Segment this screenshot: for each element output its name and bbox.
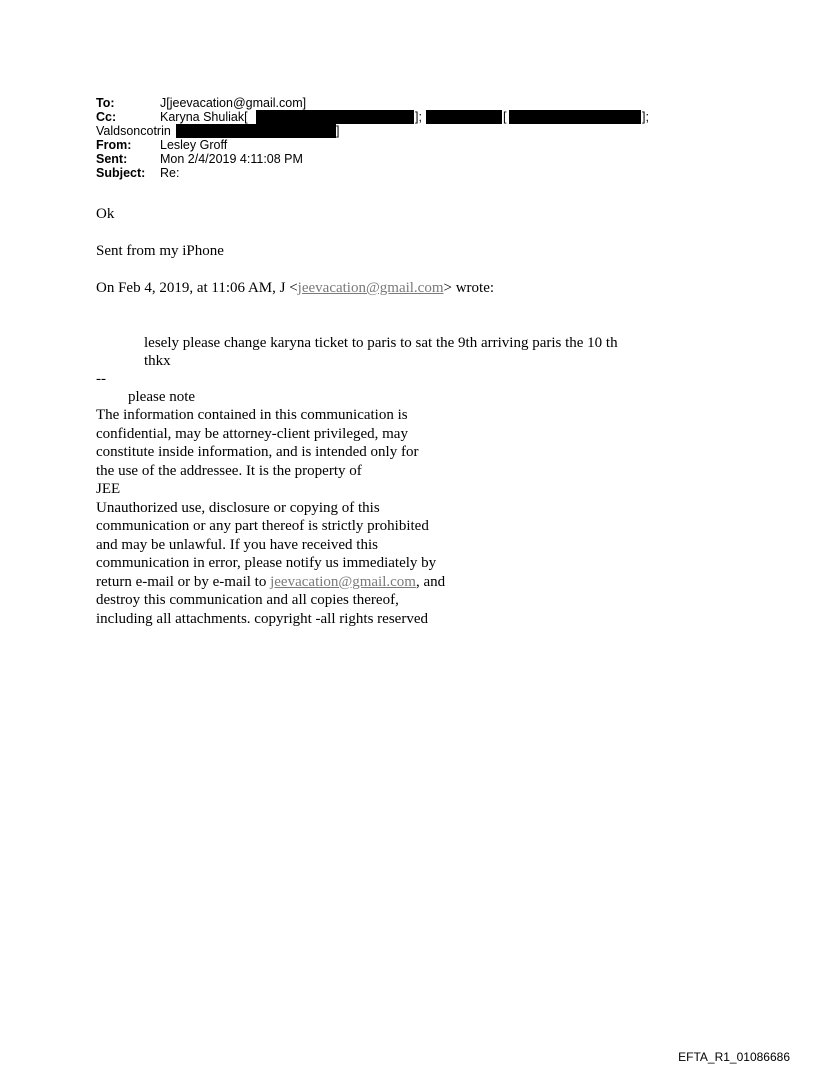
- subject-value: Re:: [160, 166, 180, 180]
- quote-attribution: [96, 279, 494, 297]
- cc-bracket-close: ]: [336, 124, 340, 138]
- signature-dashes: --: [96, 371, 106, 387]
- return-suffix: , and: [415, 573, 446, 590]
- disclaimer-line: and may be unlawful. If you have received this: [96, 536, 378, 553]
- disclaimer-line: constitute inside information, and is intended only for: [96, 444, 419, 460]
- signature-text: Sent from my iPhone: [96, 243, 224, 259]
- disclaimer-line: communication in error, please notify us immediately by: [96, 555, 437, 571]
- disclaimer-line: destroy this communication and all copies thereof,: [96, 592, 399, 608]
- disclaimer-line: the use of the addressee. It is the property of: [96, 462, 362, 479]
- quote-email-link[interactable]: jeevacation@gmail.com: [297, 280, 444, 296]
- disclaimer-return-line: [96, 573, 445, 591]
- from-value: Lesley Groff: [160, 138, 228, 152]
- to-label: To:: [96, 96, 115, 110]
- quote-suffix: > wrote:: [443, 280, 495, 296]
- disclaimer-line: The information contained in this communication is: [96, 407, 408, 423]
- quoted-line-2: thkx: [144, 353, 171, 369]
- cc-name: Karyna Shuliak[: [160, 110, 248, 124]
- reply-text: Ok: [96, 206, 115, 222]
- cc-bracket-open: [: [503, 110, 507, 124]
- redaction-box: [256, 110, 414, 124]
- sent-label: Sent:: [96, 152, 128, 166]
- please-note-text: please note: [128, 389, 196, 405]
- redaction-box: [509, 110, 641, 124]
- disclaimer-line: communication or any part thereof is strictly prohibited: [96, 518, 429, 534]
- disclaimer-line: JEE: [96, 481, 121, 497]
- document-id: EFTA_R1_01086686: [678, 1050, 790, 1064]
- quoted-line-1: lesely please change karyna ticket to paris to sat the 9th arriving paris the 10 th: [144, 335, 618, 351]
- cc-line2-name: Valdsoncotrin: [96, 124, 171, 138]
- redaction-box: [176, 124, 336, 138]
- subject-label: Subject:: [96, 166, 146, 180]
- redaction-box: [426, 110, 502, 124]
- cc-separator: ];: [642, 110, 649, 124]
- cc-separator: ];: [415, 110, 422, 124]
- return-email-link[interactable]: jeevacation@gmail.com: [270, 573, 416, 590]
- disclaimer-line: Unauthorized use, disclosure or copying of this: [96, 499, 380, 516]
- quote-prefix: On Feb 4, 2019, at 11:06 AM, J <: [96, 280, 298, 296]
- disclaimer-line: confidential, may be attorney-client privileged, may: [96, 425, 408, 442]
- return-prefix: return e-mail or by e-mail to: [96, 573, 271, 590]
- sent-value: Mon 2/4/2019 4:11:08 PM: [160, 152, 303, 166]
- from-label: From:: [96, 138, 132, 152]
- disclaimer-line: including all attachments. copyright -all rights reserved: [96, 610, 428, 627]
- to-value: J[jeevacation@gmail.com]: [160, 96, 307, 110]
- cc-label: Cc:: [96, 110, 117, 124]
